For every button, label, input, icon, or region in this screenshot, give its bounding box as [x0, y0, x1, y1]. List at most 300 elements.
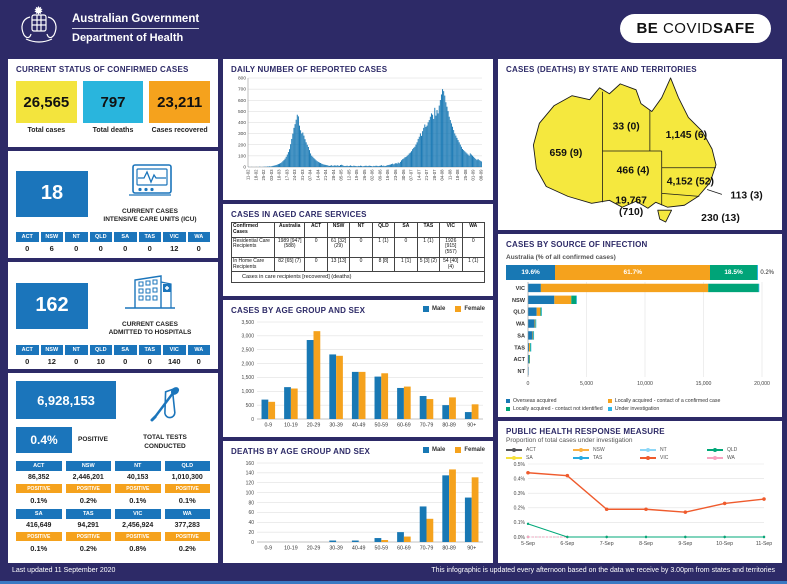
- state-chip-value: 0: [25, 243, 30, 253]
- australia-mainland: [533, 78, 716, 208]
- tests-tile-positive-label: POSITIVE: [16, 484, 62, 493]
- svg-text:7-Sep: 7-Sep: [599, 541, 614, 547]
- aged-care-cell: 13 [13]: [327, 257, 349, 272]
- legend-line: [640, 449, 656, 451]
- legend-item: [455, 447, 485, 453]
- svg-text:25-08: 25-08: [462, 169, 468, 181]
- status-panel: [8, 59, 218, 147]
- tests-tile-state: QLD: [165, 461, 211, 471]
- legend-dot: [713, 448, 717, 452]
- svg-text:0: 0: [251, 416, 254, 423]
- svg-text:14-04: 14-04: [315, 169, 321, 181]
- svg-text:WA: WA: [515, 321, 525, 328]
- age-deaths-title: DEATHS BY AGE GROUP AND SEX: [231, 447, 371, 456]
- svg-text:10,000: 10,000: [637, 381, 653, 387]
- middle-column: [223, 59, 493, 563]
- state-chip-value: 0: [123, 356, 128, 366]
- state-chip-label: ACT: [16, 345, 39, 355]
- legend-label: SA: [526, 455, 533, 461]
- svg-text:300: 300: [237, 132, 246, 138]
- svg-text:0.3%: 0.3%: [513, 491, 525, 497]
- state-chip-value: 0: [147, 243, 152, 253]
- daily-cases-title: DAILY NUMBER OF REPORTED CASES: [231, 65, 388, 74]
- state-chip-value: 140: [167, 356, 181, 366]
- svg-text:0.1%: 0.1%: [513, 520, 525, 527]
- tests-tile-positive-label: POSITIVE: [115, 484, 161, 493]
- svg-text:20: 20: [248, 529, 254, 536]
- state-chip: [139, 345, 162, 366]
- tests-tile-state: TAS: [66, 509, 112, 519]
- state-chip-label: ACT: [16, 232, 39, 242]
- svg-text:05-05: 05-05: [338, 169, 344, 181]
- tests-tile-count: 94,291: [77, 522, 99, 529]
- svg-text:3,500: 3,500: [241, 319, 254, 326]
- svg-text:0-9: 0-9: [264, 422, 273, 429]
- aged-care-cell: 0: [395, 237, 417, 257]
- svg-text:5,000: 5,000: [580, 381, 593, 387]
- legend-line: [640, 457, 656, 459]
- state-chip: [188, 232, 211, 253]
- be-covidsafe-badge: [620, 14, 771, 43]
- hospital-panel: [8, 262, 218, 369]
- gov-title: Australian Government: [72, 13, 199, 29]
- daily-cases-chart: [231, 74, 485, 194]
- legend-line: [707, 449, 723, 451]
- legend-line: [506, 449, 522, 451]
- test-tube-icon: [143, 383, 187, 432]
- svg-text:NT: NT: [517, 369, 525, 376]
- tests-state-tiles: [16, 461, 210, 553]
- state-chip: [90, 345, 113, 366]
- legend-label: NSW: [593, 447, 605, 453]
- state-chip-label: NSW: [41, 345, 64, 355]
- map-label-qld: 1,145 (6): [665, 130, 708, 142]
- tests-tile-positive-pct: 0.2%: [79, 496, 97, 505]
- phrm-legend-item: [573, 447, 640, 453]
- aged-care-col-header: VIC: [440, 223, 462, 238]
- daily-cases-panel: [223, 59, 493, 200]
- age-deaths-chart: [231, 456, 485, 552]
- svg-text:0.5%: 0.5%: [513, 461, 525, 468]
- state-chip: [41, 345, 64, 366]
- svg-text:160: 160: [245, 460, 254, 467]
- svg-text:0: 0: [526, 381, 530, 387]
- map-panel: [498, 59, 782, 230]
- legend-label: Female: [464, 306, 485, 312]
- badge-safe: SAFE: [712, 19, 755, 37]
- svg-text:400: 400: [237, 121, 246, 127]
- aged-care-cell: 0: [462, 237, 484, 257]
- tests-state-tile: [16, 509, 62, 553]
- aged-care-cell: 0: [350, 237, 372, 257]
- source-subtitle: Australia (% of all confirmed cases): [506, 254, 616, 261]
- aged-care-cell: 1 [1]: [395, 257, 417, 272]
- age-cases-chart: [231, 315, 485, 429]
- hospital-count: 162: [16, 283, 88, 329]
- australia-map: [506, 74, 774, 224]
- svg-text:2,000: 2,000: [241, 361, 254, 368]
- map-label-tas: 230 (13): [701, 213, 740, 224]
- svg-text:0-9: 0-9: [264, 545, 273, 552]
- svg-text:28-07: 28-07: [431, 169, 437, 181]
- svg-text:08-09: 08-09: [478, 169, 484, 181]
- svg-text:10-Sep: 10-Sep: [716, 541, 734, 547]
- icu-label: CURRENT CASES INTENSIVE CARE UNITS (ICU): [103, 208, 197, 224]
- legend-label: Male: [431, 447, 446, 453]
- svg-text:SA: SA: [517, 333, 525, 340]
- map-label-nt: 33 (0): [612, 121, 640, 133]
- state-chip: [114, 345, 137, 366]
- state-chip-label: NSW: [41, 232, 64, 242]
- aged-care-cell: 5 [3] (2): [417, 257, 439, 272]
- state-chip: [16, 232, 39, 253]
- svg-text:3,000: 3,000: [241, 333, 254, 340]
- aged-care-col-header: Australia: [275, 223, 305, 238]
- hospital-building-icon: [123, 274, 177, 319]
- tests-total: 6,928,153: [16, 381, 116, 419]
- svg-text:500: 500: [245, 402, 254, 409]
- svg-text:9-Sep: 9-Sep: [678, 541, 693, 547]
- phrm-panel: [498, 421, 782, 563]
- legend-label: Locally acquired - contact of a confirmed case: [614, 398, 721, 404]
- tests-state-tile: [16, 461, 62, 505]
- legend-label: Female: [464, 447, 485, 453]
- aged-care-col-header: NSW: [327, 223, 349, 238]
- aged-care-cell: 1 (1): [372, 237, 394, 257]
- legend-dot: [512, 456, 516, 460]
- svg-text:10-03: 10-03: [276, 169, 282, 181]
- svg-text:80-89: 80-89: [442, 422, 456, 429]
- aged-care-data-table: [231, 222, 485, 272]
- legend-label: VIC: [660, 455, 669, 461]
- tests-label: TOTAL TESTS CONDUCTED: [143, 434, 187, 450]
- source-title: CASES BY SOURCE OF INFECTION: [506, 240, 648, 249]
- svg-text:NSW: NSW: [511, 297, 525, 304]
- right-column: [498, 59, 782, 563]
- svg-text:80-89: 80-89: [442, 545, 456, 552]
- legend-label: QLD: [727, 447, 738, 453]
- svg-text:25-02: 25-02: [261, 169, 267, 181]
- status-card-label: Total cases: [27, 127, 66, 134]
- svg-text:19-05: 19-05: [354, 169, 360, 181]
- phrm-legend-item: [506, 447, 573, 453]
- legend-dot: [713, 456, 717, 460]
- legend-dot: [579, 448, 583, 452]
- tests-tile-positive-pct: 0.1%: [178, 496, 196, 505]
- status-title: CURRENT STATUS OF CONFIRMED CASES: [16, 65, 189, 74]
- state-chip-value: 12: [47, 356, 56, 366]
- tests-tile-positive-label: POSITIVE: [165, 532, 211, 541]
- tests-state-tile: [115, 509, 161, 553]
- legend-swatch: [455, 306, 461, 312]
- svg-text:0.2%: 0.2%: [513, 505, 525, 512]
- status-card: [83, 81, 144, 134]
- svg-text:60: 60: [248, 510, 254, 517]
- aged-care-cell: 8 [8]: [372, 257, 394, 272]
- legend-swatch: [506, 399, 510, 403]
- tests-tile-count: 416,649: [26, 522, 52, 529]
- svg-text:VIC: VIC: [515, 285, 525, 292]
- phrm-subtitle: Proportion of total cases under investigation: [506, 437, 633, 444]
- svg-text:70-79: 70-79: [419, 422, 434, 429]
- state-chip: [139, 232, 162, 253]
- svg-text:600: 600: [237, 98, 246, 104]
- source-panel: [498, 234, 782, 417]
- svg-text:100: 100: [245, 490, 254, 497]
- aged-care-title: CASES IN AGED CARE SERVICES: [231, 210, 367, 219]
- legend-line: [707, 457, 723, 459]
- svg-text:10-19: 10-19: [284, 545, 298, 552]
- tests-tile-count: 2,446,201: [72, 474, 104, 481]
- aged-care-cell: 0: [305, 257, 327, 272]
- age-deaths-panel: [223, 441, 493, 563]
- state-chip: [163, 232, 186, 253]
- svg-text:18-02: 18-02: [253, 169, 259, 181]
- tests-tile-positive-pct: 0.8%: [129, 544, 147, 553]
- svg-text:03-03: 03-03: [268, 169, 274, 181]
- svg-text:2,500: 2,500: [241, 347, 254, 354]
- tests-state-tile: [115, 461, 161, 505]
- state-chip-value: 0: [74, 243, 79, 253]
- status-card-value: 23,211: [149, 81, 210, 123]
- aged-care-cell: Residential Care Recipients: [232, 237, 275, 257]
- svg-text:30-39: 30-39: [329, 422, 343, 429]
- tests-tile-state: WA: [165, 509, 211, 519]
- svg-text:11-02: 11-02: [245, 169, 251, 181]
- aged-care-table: [231, 222, 485, 283]
- svg-text:15,000: 15,000: [695, 381, 712, 387]
- aged-care-cell: 1989 [947] (588): [275, 237, 305, 257]
- svg-text:17-03: 17-03: [284, 169, 290, 181]
- svg-text:30-06: 30-06: [400, 169, 406, 181]
- legend-swatch: [608, 407, 612, 411]
- australia-source-segment: 18.5%: [710, 265, 756, 280]
- state-chip-label: SA: [114, 232, 137, 242]
- state-chip: [90, 232, 113, 253]
- svg-text:21-04: 21-04: [323, 169, 329, 181]
- status-card: [16, 81, 77, 134]
- legend-dot: [646, 456, 650, 460]
- icu-count: 18: [16, 171, 88, 217]
- map-label-act: 113 (3): [730, 190, 763, 202]
- svg-text:07-04: 07-04: [307, 169, 313, 181]
- tests-tile-positive-label: POSITIVE: [66, 532, 112, 541]
- map-label-nsw: 4,152 (52): [666, 176, 714, 188]
- tests-tile-positive-label: POSITIVE: [66, 484, 112, 493]
- source-legend-item: [506, 406, 608, 412]
- tests-state-tile: [66, 461, 112, 505]
- tests-tile-positive-pct: 0.1%: [30, 496, 48, 505]
- legend-swatch: [423, 306, 429, 312]
- aged-care-cell: 1926 [915] (557): [440, 237, 462, 257]
- phrm-legend-item: [640, 447, 707, 453]
- svg-text:28-04: 28-04: [330, 169, 336, 181]
- header-bar: [0, 0, 787, 56]
- svg-text:11-Sep: 11-Sep: [755, 541, 773, 547]
- tests-state-tile: [165, 461, 211, 505]
- state-chip: [163, 345, 186, 366]
- tests-positive-pct: 0.4%: [16, 427, 72, 453]
- svg-text:50-59: 50-59: [374, 545, 389, 552]
- aged-care-cell: 0: [350, 257, 372, 272]
- svg-text:1,500: 1,500: [241, 375, 254, 382]
- state-chip: [41, 232, 64, 253]
- update-note-text: This infographic is updated every afternoon based on the data we receive by 3.00pm from states and territories: [431, 566, 775, 574]
- tests-tile-count: 377,283: [174, 522, 200, 529]
- status-card-value: 797: [83, 81, 144, 123]
- phrm-chart: [506, 461, 774, 549]
- svg-text:20,000: 20,000: [754, 381, 770, 387]
- svg-text:200: 200: [237, 143, 246, 149]
- state-chip-value: 0: [196, 243, 201, 253]
- svg-text:30-39: 30-39: [329, 545, 343, 552]
- aged-care-footnote: Cases in care recipients [recovered] (deaths): [231, 272, 485, 283]
- aged-care-col-header: QLD: [372, 223, 394, 238]
- svg-text:100: 100: [237, 154, 246, 160]
- aged-care-cell: 0: [305, 237, 327, 257]
- svg-text:12-05: 12-05: [346, 169, 352, 181]
- state-chip: [114, 232, 137, 253]
- svg-text:40-49: 40-49: [351, 422, 366, 429]
- tests-tile-positive-label: POSITIVE: [16, 532, 62, 541]
- svg-text:20-29: 20-29: [306, 545, 321, 552]
- svg-text:90+: 90+: [467, 422, 477, 429]
- legend-label: WA: [727, 455, 735, 461]
- svg-text:120: 120: [245, 480, 254, 487]
- svg-text:0.4%: 0.4%: [513, 476, 525, 483]
- svg-text:80: 80: [248, 500, 254, 507]
- state-chip: [65, 232, 88, 253]
- state-chip: [188, 345, 211, 366]
- svg-text:1,000: 1,000: [241, 389, 254, 396]
- australia-source-bar: [506, 265, 757, 280]
- source-states-chart: [506, 280, 774, 390]
- tests-tile-count: 40,153: [127, 474, 149, 481]
- age-deaths-legend: [423, 447, 485, 453]
- tests-tile-positive-label: POSITIVE: [115, 532, 161, 541]
- state-chip-value: 12: [170, 243, 179, 253]
- footer-bar: [0, 559, 787, 581]
- map-label-wa: 659 (9): [549, 147, 583, 159]
- svg-text:TAS: TAS: [514, 345, 525, 352]
- dept-title: Department of Health: [72, 31, 184, 44]
- svg-text:02-06: 02-06: [369, 169, 375, 181]
- last-updated-text: Last updated 11 September 2020: [12, 566, 116, 574]
- legend-dot: [646, 448, 650, 452]
- state-chip-label: TAS: [139, 345, 162, 355]
- phrm-legend: [506, 447, 774, 461]
- tasmania: [658, 210, 672, 222]
- aged-care-cell: 82 [65] (7): [275, 257, 305, 272]
- legend-swatch: [423, 447, 429, 453]
- svg-text:21-07: 21-07: [424, 169, 430, 181]
- aged-care-row: [232, 257, 485, 272]
- svg-text:60-69: 60-69: [397, 422, 411, 429]
- status-card-label: Cases recovered: [151, 127, 208, 134]
- state-chip-value: 6: [49, 243, 54, 253]
- tests-state-tile: [66, 509, 112, 553]
- dashboard-content: [8, 59, 779, 557]
- legend-line: [573, 457, 589, 459]
- state-chip-value: 0: [147, 356, 152, 366]
- legend-item: [423, 447, 445, 453]
- state-chip-label: TAS: [139, 232, 162, 242]
- state-chip-value: 0: [123, 243, 128, 253]
- aged-care-cell: 61 [32] (29): [327, 237, 349, 257]
- status-cards: [16, 81, 210, 134]
- icu-panel: [8, 151, 218, 258]
- tests-panel: [8, 373, 218, 563]
- state-chip-label: WA: [188, 232, 211, 242]
- svg-text:01-09: 01-09: [470, 169, 476, 181]
- aged-care-col-header: ACT: [305, 223, 327, 238]
- australia-source-segment: 61.7%: [555, 265, 710, 280]
- legend-dot: [579, 456, 583, 460]
- state-chip-label: VIC: [163, 232, 186, 242]
- hospital-states: [16, 345, 210, 366]
- australia-source-last-pct: 0.2%: [760, 269, 774, 276]
- svg-text:04-08: 04-08: [439, 169, 445, 181]
- state-chip-value: 0: [74, 356, 79, 366]
- legend-label: NT: [660, 447, 667, 453]
- source-legend: [506, 398, 774, 412]
- hospital-label: CURRENT CASES ADMITTED TO HOSPITALS: [108, 321, 192, 337]
- state-chip-label: WA: [188, 345, 211, 355]
- coat-of-arms-logo: [16, 5, 62, 52]
- tests-tile-positive-pct: 0.2%: [79, 544, 97, 553]
- legend-item: [455, 306, 485, 312]
- svg-text:40: 40: [248, 520, 254, 527]
- aged-care-cell: 54 [40] (4): [440, 257, 462, 272]
- aged-care-col-header: TAS: [417, 223, 439, 238]
- state-chip-value: 0: [25, 356, 30, 366]
- left-column: [8, 59, 218, 563]
- age-cases-title: CASES BY AGE GROUP AND SEX: [231, 306, 366, 315]
- map-label-vic-cases: 19,767: [615, 195, 647, 207]
- tests-tile-state: NSW: [66, 461, 112, 471]
- svg-text:11-08: 11-08: [447, 169, 453, 181]
- state-chip-label: SA: [114, 345, 137, 355]
- svg-text:50-59: 50-59: [374, 422, 389, 429]
- legend-label: Male: [431, 306, 446, 312]
- map-title: CASES (DEATHS) BY STATE AND TERRITORIES: [506, 65, 697, 74]
- svg-text:500: 500: [237, 109, 246, 115]
- aged-care-col-header: SA: [395, 223, 417, 238]
- legend-label: ACT: [526, 447, 536, 453]
- age-cases-panel: [223, 300, 493, 437]
- legend-label: Under investigation: [614, 406, 660, 412]
- source-legend-item: [506, 398, 608, 404]
- svg-text:16-06: 16-06: [385, 169, 391, 181]
- tests-tile-state: ACT: [16, 461, 62, 471]
- state-chip: [16, 345, 39, 366]
- status-card: [149, 81, 210, 134]
- source-legend-item: [608, 406, 774, 412]
- svg-text:0: 0: [251, 539, 254, 546]
- svg-text:40-49: 40-49: [351, 545, 366, 552]
- tests-tile-state: VIC: [115, 509, 161, 519]
- legend-dot: [512, 448, 516, 452]
- aged-care-col-header: Confirmed Cases: [232, 223, 275, 238]
- aged-care-cell: In Home Care Recipients: [232, 257, 275, 272]
- state-chip-label: NT: [65, 345, 88, 355]
- svg-text:800: 800: [237, 76, 246, 82]
- legend-label: Overseas acquired: [513, 398, 557, 404]
- svg-text:14-07: 14-07: [416, 169, 422, 181]
- svg-text:20-29: 20-29: [306, 422, 321, 429]
- tests-tile-positive-label: POSITIVE: [165, 484, 211, 493]
- legend-swatch: [608, 399, 612, 403]
